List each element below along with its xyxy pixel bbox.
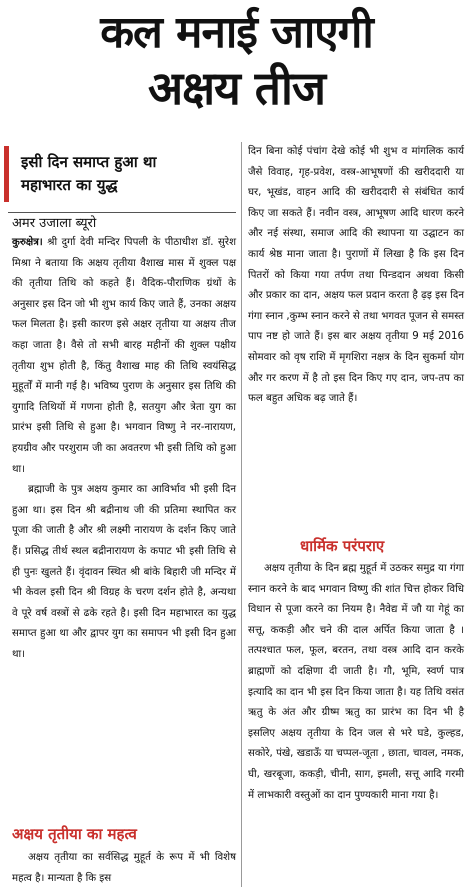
article-column-left bbox=[12, 233, 236, 665]
paragraph-brahma: ब्रह्माजी के पुत्र अक्षय कुमार का आविर्भाव भी इसी दिन हुआ था। इस दिन श्री बद्रीनाथ जी की प्रतिमा स्थापित कर पूजा की जाती है और श्री लक्ष्मी नारायण के दर्शन किए जाते हैं। प्रसिद्ध तीर्थ स्थल बद्रीनारायण के कपाट भी इसी तिथि से ही पुनः खुलते हैं। वृंदावन स्थित श्री बांके बिहारी जी मन्दिर में भी केवल इसी दिन श्री विग्रह के चरण दर्शन होते है, अन्यथा वे पूरे वर्ष वस्त्रों से ढके रहते है। इसी दिन महाभारत का युद्ध समाप्त हुआ था और द्वापर युग का समापन भी इसी दिन हुआ था। bbox=[12, 484, 236, 660]
byline: अमर उजाला ब्यूरो bbox=[12, 216, 97, 231]
paragraph-mahatva: अक्षय तृतीया का सर्वसिद्ध मुहूर्त के रूप में भी विशेष महत्व है। मान्यता है कि इस bbox=[12, 852, 236, 884]
byline-rule bbox=[8, 212, 236, 213]
kicker-line-2: महाभारत का युद्ध bbox=[21, 176, 118, 194]
article-column-left-bottom bbox=[12, 848, 236, 889]
paragraph-muhurt: दिन बिना कोई पंचांग देखे कोई भी शुभ व मांगलिक कार्य जैसे विवाह, गृह-प्रवेश, वस्त्र-आभूषणों की खरीददारी या घर, भूखंड, वाहन आदि की खरीददारी से संबंधित कार्य किए जा सकते हैं। नवीन वस्त्र, आभूषण आदि धारण करने और नई संस्था, समाज आदि की स्थापना या उद्घाटन का कार्य श्रेष्ठ माना जाता है। पुराणों में लिखा है कि इस दिन पितरों को किया गया तर्पण तथा पिन्डदान अथवा किसी और प्रकार का दान, अक्षय फल प्रदान करता है ढ़इ इस दिन गंगा स्नान ,कुम्भ स्नान करने से तथा भगवत पूजन से समस्त पाप नष्ट हो जाते हैं। इस बार अक्षय तृतीया 9 मई 2016 सोमवार को वृष राशि में मृगशिरा नक्षत्र के दिन सुकर्मा योग और गर करण में है तो इस दिन किए गए दान, जप-तप का फल बहुत अधिक बढ़ जाते हैं। bbox=[248, 146, 464, 405]
paragraph-intro bbox=[12, 233, 236, 480]
headline-line-2: अक्षय तीज bbox=[147, 61, 326, 115]
kicker-line-1: इसी दिन समाप्त हुआ था bbox=[21, 153, 157, 171]
article-column-right bbox=[248, 142, 464, 410]
dateline: कुरुक्षेत्र। bbox=[12, 237, 43, 248]
headline bbox=[0, 6, 473, 116]
paragraph-parampara: अक्षय तृतीया के दिन ब्रह्म मुहूर्त में उठकर समुद्र या गंगा स्नान करने के बाद भगवान विष्णु की शांत चित्त होकर विधि विधान से पूजा करने का नियम है। नैवेद्य में जौ या गेहूं का सत्तू, ककड़ी और चने की दाल अर्पित किया जाता है । तत्पश्चात फल, फूल, बरतन, तथा वस्त्र आदि दान करके ब्राह्मणों को दक्षिणा दी जाती है। गौ, भूमि, स्वर्ण पात्र इत्यादि का दान भी इस दिन किया जाता है। यह तिथि वसंत ऋतु के अंत और ग्रीष्म ऋतु का प्रारंभ का दिन भी है इसलिए अक्षय तृतीया के दिन जल से भरे घडे, कुल्हड, सकोरे, पंखे, खडाऊँ या चप्पल-जूता , छाता, चावल, नमक, घी, खरबूजा, ककड़ी, चीनी, साग, इमली, सत्तू आदि गरमी में लाभकारी वस्तुओं का दान पुण्यकारी माना गया है। bbox=[248, 563, 464, 801]
article-column-right-bottom bbox=[248, 559, 464, 806]
paragraph-intro-text: श्री दुर्गा देवी मन्दिर पिपली के पीठाधीश डॉ. सुरेश मिश्रा ने बताया कि अक्षय तृतीया वैशाख मास में शुक्ल पक्ष की तृतीया तिथि को कहते हैं। वैदिक-पौराणिक ग्रंथों के अनुसार इस दिन जो भी शुभ कार्य किए जाते हैं, उनका अक्षय फल मिलता है। इसी कारण इसे अक्षर तृतीया या अक्षय तीज कहा जाता है। वैसे तो सभी बारह महीनों की शुक्ल पक्षीय तृतीया शुभ होती है, किंतु वैशाख माह की तिथि स्वयंसिद्ध मुहूर्तों में मानी गई है। भविष्य पुराण के अनुसार इस तिथि की युगादि तिथियों में गणना होती है, सतयुग और त्रेता युग का प्रारंभ इसी तिथि से हुआ है। भगवान विष्णु ने नर-नारायण, हयग्रीव और परशुराम जी का अवतरण भी इसी तिथि को हुआ था। bbox=[12, 237, 236, 475]
column-divider bbox=[241, 142, 242, 887]
subheading-dharmik: धार्मिक परंपराए bbox=[300, 537, 385, 555]
headline-line-1: कल मनाई जाएगी bbox=[100, 7, 373, 58]
subheading-mahatva: अक्षय तृतीया का महत्व bbox=[12, 825, 137, 843]
kicker-box bbox=[4, 146, 236, 202]
